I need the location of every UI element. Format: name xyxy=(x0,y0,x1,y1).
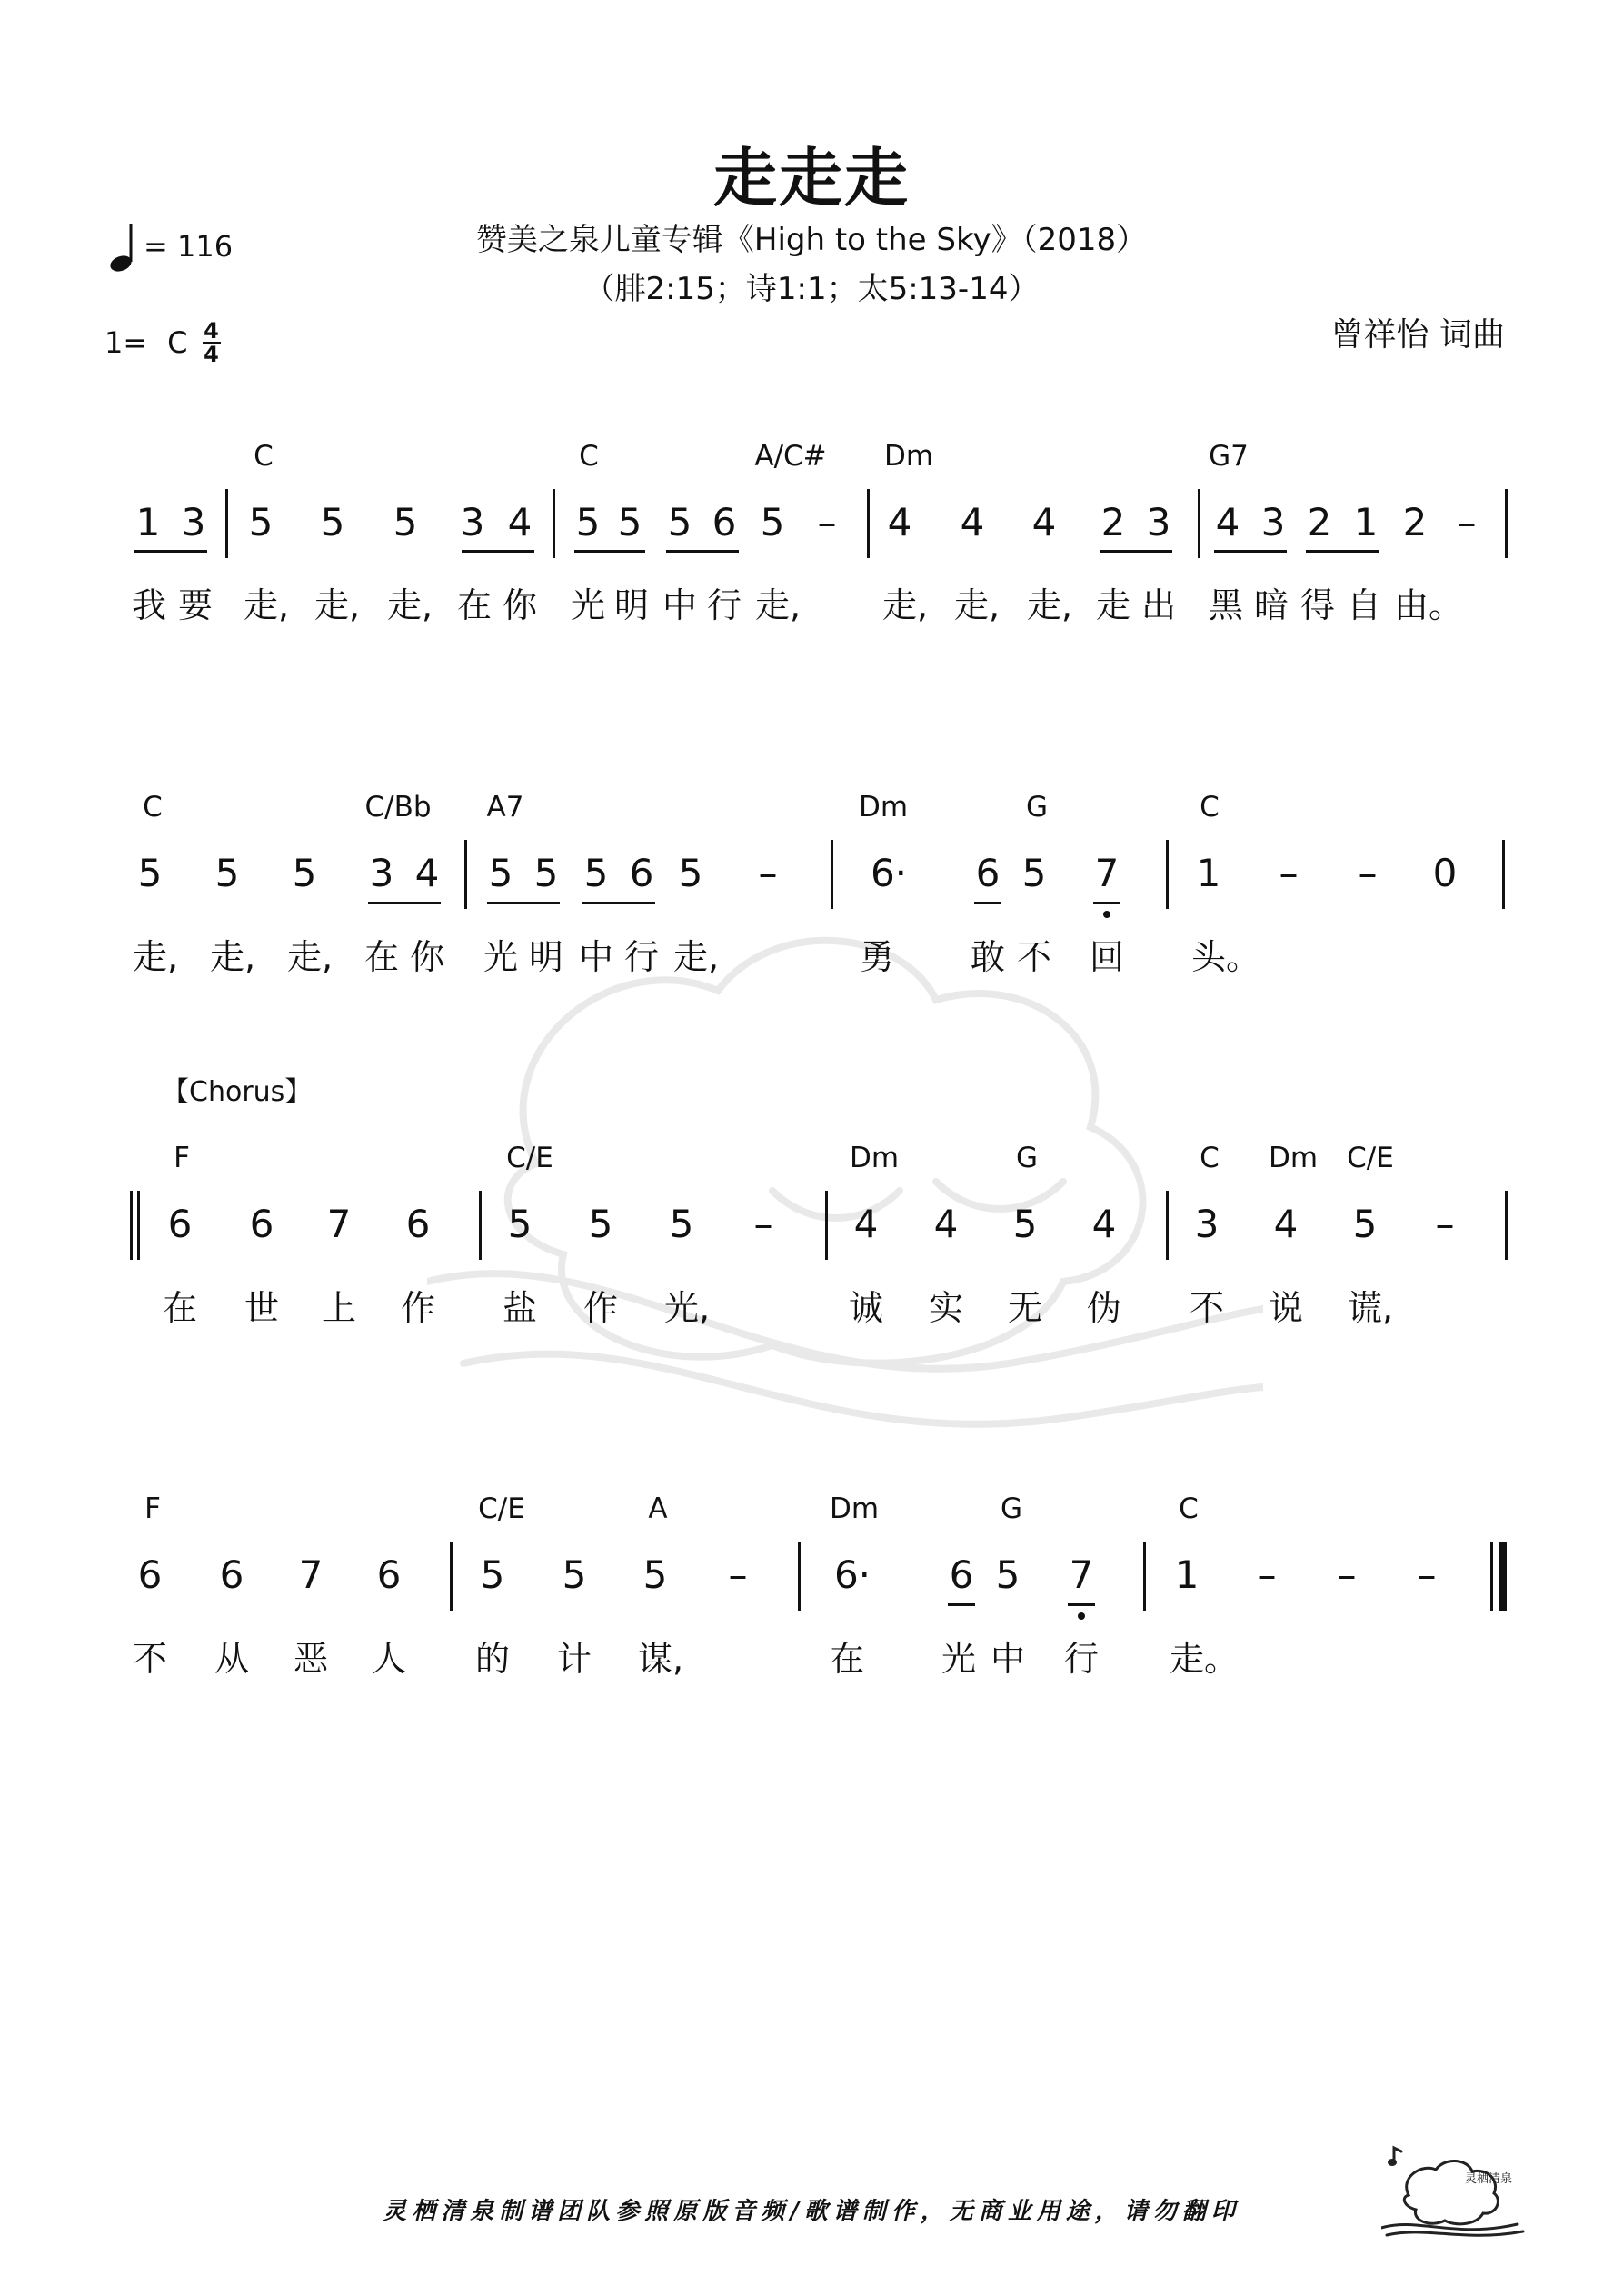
lyric: 不 xyxy=(1017,937,1052,977)
note: 6 xyxy=(629,851,654,895)
chord: Dm xyxy=(829,1492,880,1525)
lyric: 你 xyxy=(503,585,538,625)
lyric: 暗 xyxy=(1254,585,1289,625)
beam-underline xyxy=(1093,902,1120,904)
note: 5 xyxy=(214,851,240,895)
lower-octave-dot xyxy=(1103,911,1110,918)
lyric: 实 xyxy=(929,1288,964,1328)
note: 4 xyxy=(933,1202,959,1246)
note: 1 xyxy=(1196,851,1221,895)
note: 5 xyxy=(1352,1202,1378,1246)
lyric: 无 xyxy=(1008,1288,1043,1328)
chord: A xyxy=(648,1492,668,1525)
chord: A/C# xyxy=(754,440,827,473)
note: 6 xyxy=(167,1202,193,1246)
lyric: 走, xyxy=(287,937,334,977)
chord: G xyxy=(1025,791,1049,824)
note: 4 xyxy=(414,851,440,895)
lyric: 黑 xyxy=(1209,585,1244,625)
dotted-note: 6· xyxy=(833,1552,871,1597)
chord: G xyxy=(1000,1492,1023,1525)
note: 4 xyxy=(1273,1202,1299,1246)
scripture-references: （腓2:15；诗1:1；太5:13-14） xyxy=(583,271,1040,307)
note: 2 xyxy=(1307,500,1332,544)
lyric: 中 xyxy=(991,1639,1026,1679)
chord: Dm xyxy=(849,1142,900,1174)
note: 5 xyxy=(583,851,609,895)
sheep-logo-icon xyxy=(1381,2141,1527,2241)
note: 5 xyxy=(1021,851,1047,895)
lyric: 要 xyxy=(178,585,214,625)
lyric: 在 xyxy=(830,1639,865,1679)
note: 7 xyxy=(298,1552,324,1597)
chord: C/Bb xyxy=(364,791,432,824)
barline xyxy=(225,489,228,558)
note: 5 xyxy=(533,851,559,895)
note: 5 xyxy=(292,851,317,895)
key-name: C xyxy=(167,325,188,360)
chord: C xyxy=(1179,1492,1199,1525)
lyric: 走, xyxy=(387,585,433,625)
note: 5 xyxy=(488,851,513,895)
barline xyxy=(464,840,467,909)
tempo-marking xyxy=(109,220,233,273)
note: 7 xyxy=(1069,1552,1094,1597)
note: 4 xyxy=(1215,500,1240,544)
lyric: 明 xyxy=(614,585,650,625)
chord: Dm xyxy=(858,791,909,824)
note: 5 xyxy=(642,1552,668,1597)
lyric: 明 xyxy=(529,937,564,977)
dash: – xyxy=(1337,1552,1357,1597)
note: 5 xyxy=(248,500,274,544)
chord: C/E xyxy=(478,1492,525,1525)
dash: – xyxy=(758,851,778,895)
lyric: 人 xyxy=(372,1639,407,1679)
beam-underline xyxy=(368,902,441,904)
note: 3 xyxy=(1194,1202,1220,1246)
page-title: 走走走 xyxy=(713,141,910,215)
lyric: 勇 xyxy=(860,937,895,977)
note: 7 xyxy=(326,1202,352,1246)
note: 3 xyxy=(1146,500,1171,544)
lyric: 回 xyxy=(1090,937,1125,977)
lyric: 你 xyxy=(410,937,445,977)
barline xyxy=(867,489,870,558)
note: 5 xyxy=(617,500,642,544)
lyric: 走, xyxy=(954,585,1001,625)
note: 4 xyxy=(1091,1202,1117,1246)
beam-underline xyxy=(1068,1603,1095,1606)
dash: – xyxy=(1257,1552,1277,1597)
lyric: 头。 xyxy=(1191,937,1261,977)
lyric: 谎, xyxy=(1348,1288,1394,1328)
lyric: 不 xyxy=(133,1639,168,1679)
lyric: 不 xyxy=(1190,1288,1225,1328)
lyric: 在 xyxy=(364,937,400,977)
barline-double xyxy=(137,1191,140,1260)
barline xyxy=(831,840,833,909)
lyric: 由。 xyxy=(1394,585,1464,625)
time-sig-bottom: 4 xyxy=(204,342,219,367)
barline xyxy=(1502,840,1505,909)
lyric: 在 xyxy=(163,1288,198,1328)
lower-octave-dot xyxy=(1078,1612,1085,1620)
note: 3 xyxy=(460,500,485,544)
lyric: 走, xyxy=(1027,585,1073,625)
composer-credit: 曾祥怡 词曲 xyxy=(1330,316,1505,354)
note: 5 xyxy=(588,1202,613,1246)
note: 3 xyxy=(181,500,206,544)
lyric: 走, xyxy=(210,937,256,977)
lyric: 走, xyxy=(882,585,929,625)
note: 1 xyxy=(1174,1552,1200,1597)
lyric: 出 xyxy=(1141,585,1177,625)
lyric: 自 xyxy=(1347,585,1382,625)
chord: G7 xyxy=(1209,440,1249,473)
note: 5 xyxy=(575,500,601,544)
barline-final-thick xyxy=(1499,1542,1507,1611)
note: 6 xyxy=(712,500,737,544)
lyric: 走, xyxy=(244,585,290,625)
dash: – xyxy=(753,1202,773,1246)
lyric: 走, xyxy=(133,937,179,977)
note: 1 xyxy=(135,500,161,544)
lyric: 中 xyxy=(662,585,698,625)
dash: – xyxy=(1358,851,1378,895)
barline xyxy=(1505,1191,1508,1260)
barline xyxy=(798,1542,801,1611)
chord: A7 xyxy=(486,791,524,824)
lyric: 走 xyxy=(1096,585,1131,625)
chord: C/E xyxy=(1347,1142,1394,1174)
note: 5 xyxy=(1012,1202,1038,1246)
note: 6 xyxy=(249,1202,274,1246)
beam-underline xyxy=(574,550,645,553)
tempo-value: = 116 xyxy=(144,229,234,264)
lyric: 行 xyxy=(707,585,742,625)
chord: G xyxy=(1015,1142,1039,1174)
lyric: 上 xyxy=(322,1288,357,1328)
beam-underline xyxy=(1306,550,1379,553)
lyric: 的 xyxy=(475,1639,511,1679)
key-prefix: 1= xyxy=(105,325,148,360)
note: 5 xyxy=(562,1552,587,1597)
note: 6 xyxy=(975,851,1001,895)
beam-underline xyxy=(1100,550,1172,553)
note: 2 xyxy=(1402,500,1428,544)
time-signature xyxy=(203,320,221,365)
lyric: 伪 xyxy=(1087,1288,1122,1328)
quarter-note-icon xyxy=(109,220,134,273)
note: 5 xyxy=(667,500,692,544)
barline xyxy=(1505,489,1508,558)
lyric: 光 xyxy=(483,937,519,977)
note: 6 xyxy=(219,1552,244,1597)
dash: – xyxy=(1435,1202,1455,1246)
note: 5 xyxy=(760,500,785,544)
dash: – xyxy=(817,500,837,544)
note: 6 xyxy=(376,1552,402,1597)
note: 5 xyxy=(320,500,345,544)
note: 2 xyxy=(1100,500,1126,544)
beam-underline xyxy=(462,550,534,553)
section-label-chorus: 【Chorus】 xyxy=(162,1076,313,1108)
dotted-note: 6· xyxy=(870,851,908,895)
note: 5 xyxy=(995,1552,1021,1597)
chord: C xyxy=(1200,791,1220,824)
chord: F xyxy=(144,1492,161,1525)
dash: – xyxy=(728,1552,748,1597)
beam-underline xyxy=(487,902,560,904)
barline xyxy=(1166,840,1169,909)
beam-underline xyxy=(948,1603,975,1606)
lyric: 盐 xyxy=(503,1288,538,1328)
lyric: 谋, xyxy=(638,1639,684,1679)
note: 5 xyxy=(137,851,163,895)
lyric: 走, xyxy=(314,585,361,625)
lyric: 计 xyxy=(557,1639,592,1679)
chord: C xyxy=(143,791,163,824)
note: 7 xyxy=(1094,851,1120,895)
lyric: 恶 xyxy=(294,1639,329,1679)
time-sig-top: 4 xyxy=(204,318,219,344)
lyric: 中 xyxy=(579,937,614,977)
note: 3 xyxy=(1260,500,1286,544)
note: 4 xyxy=(853,1202,879,1246)
chord: F xyxy=(174,1142,190,1174)
lyric: 敢 xyxy=(971,937,1006,977)
note: 1 xyxy=(1353,500,1379,544)
barline xyxy=(450,1542,453,1611)
dash: – xyxy=(1279,851,1299,895)
lyric: 从 xyxy=(214,1639,250,1679)
lyric: 光, xyxy=(664,1288,711,1328)
lyric: 光 xyxy=(941,1639,977,1679)
beam-underline xyxy=(974,902,1001,904)
note: 4 xyxy=(1031,500,1057,544)
barline-final-thin xyxy=(1490,1542,1493,1611)
note: 5 xyxy=(393,500,418,544)
note: 6 xyxy=(949,1552,974,1597)
lyric: 光 xyxy=(571,585,606,625)
lyric: 作 xyxy=(401,1288,436,1328)
note: 5 xyxy=(678,851,703,895)
logo-text: 灵栖清泉 xyxy=(1465,2172,1513,2186)
note: 5 xyxy=(669,1202,694,1246)
key-signature xyxy=(105,320,221,365)
barline-double xyxy=(130,1191,133,1260)
lyric: 作 xyxy=(583,1288,619,1328)
lyric: 在 xyxy=(457,585,493,625)
chord: C/E xyxy=(506,1142,553,1174)
lyric: 世 xyxy=(244,1288,280,1328)
note: 4 xyxy=(507,500,533,544)
chord: Dm xyxy=(1268,1142,1319,1174)
chord: Dm xyxy=(883,440,934,473)
dash: – xyxy=(1417,1552,1437,1597)
note: 4 xyxy=(887,500,912,544)
beam-underline xyxy=(134,550,207,553)
barline xyxy=(1166,1191,1169,1260)
footer-note: 灵栖清泉制谱团队参照原版音频/歌谱制作，无商业用途，请勿翻印 xyxy=(383,2198,1240,2225)
lyric: 说 xyxy=(1269,1288,1304,1328)
note: 6 xyxy=(405,1202,431,1246)
barline xyxy=(1198,489,1200,558)
barline xyxy=(825,1191,828,1260)
lyric: 走。 xyxy=(1170,1639,1240,1679)
rest: 0 xyxy=(1432,851,1458,895)
dash: – xyxy=(1457,500,1477,544)
lyric: 我 xyxy=(132,585,167,625)
chord: C xyxy=(254,440,274,473)
lyric: 走, xyxy=(755,585,802,625)
lyric: 行 xyxy=(1064,1639,1100,1679)
barline xyxy=(479,1191,482,1260)
beam-underline xyxy=(666,550,739,553)
lyric: 得 xyxy=(1300,585,1336,625)
album-subtitle: 赞美之泉儿童专辑《High to the Sky》（2018） xyxy=(475,222,1148,258)
beam-underline xyxy=(582,902,655,904)
lyric: 行 xyxy=(624,937,660,977)
note: 6 xyxy=(137,1552,163,1597)
barline xyxy=(1143,1542,1146,1611)
chord: C xyxy=(579,440,599,473)
note: 3 xyxy=(369,851,394,895)
lyric: 走, xyxy=(673,937,720,977)
note: 5 xyxy=(507,1202,533,1246)
chord: C xyxy=(1200,1142,1220,1174)
note: 4 xyxy=(960,500,985,544)
note: 5 xyxy=(480,1552,505,1597)
barline xyxy=(553,489,555,558)
lyric: 诚 xyxy=(849,1288,884,1328)
beam-underline xyxy=(1214,550,1287,553)
